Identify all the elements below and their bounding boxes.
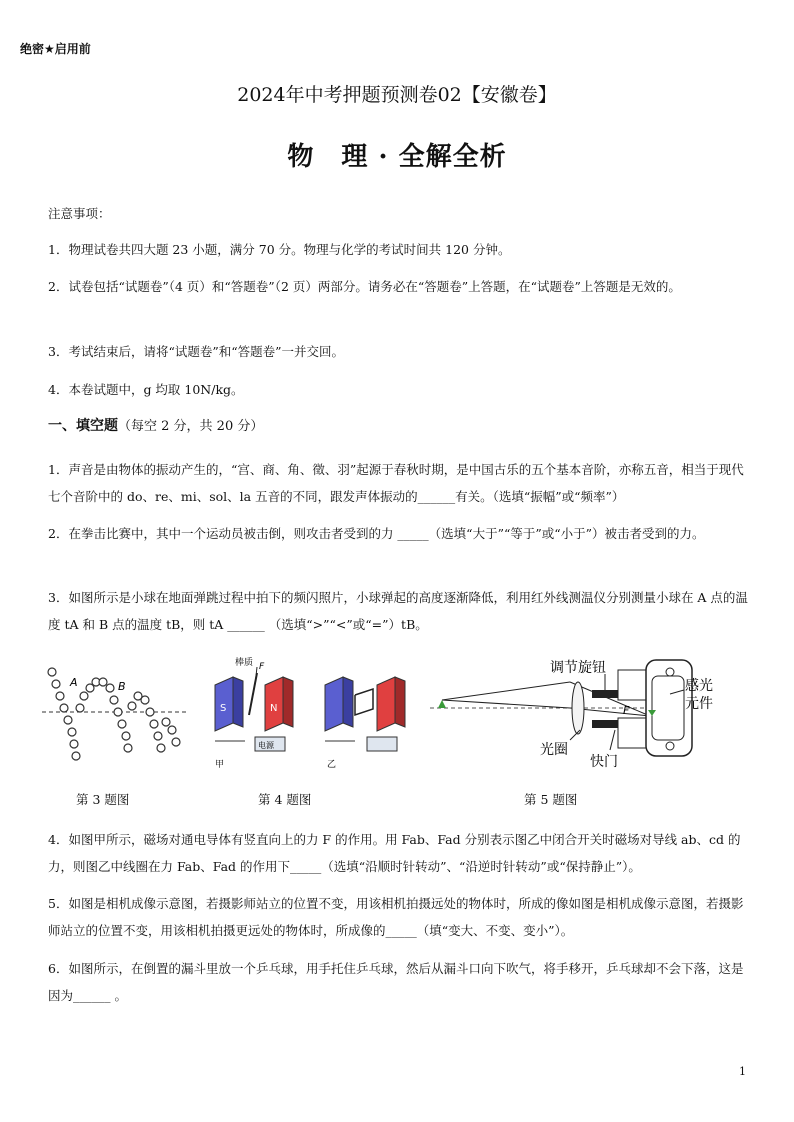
label-aperture: 光圈 [540,742,568,758]
label-s: S [220,703,227,714]
figure-3-bouncing-ball [40,660,190,770]
label-force: F [259,662,265,672]
label-n: N [270,703,278,714]
notice-item: 2．试卷包括“试题卷”（4 页）和“答题卷”（2 页）两部分。请务必在“答题卷”上答题，在“试题卷”上答题是无效的。 [48,279,681,294]
notice-heading: 注意事项： [48,206,111,221]
label-focus: F [623,704,630,717]
section-note: （每空 2 分，共 20 分） [118,419,264,434]
label-yi: 乙 [327,760,337,770]
label-a: A [70,676,78,689]
label-b: B [118,680,126,693]
question-2: 2．在拳击比赛中，其中一个运动员被击倒，则攻击者受到的力 _____（选填“大于”“等于”或“小于”）被击者受到的力。 [48,526,705,541]
figure-4-magnet-conductor [205,655,415,770]
ball-positions [48,668,180,760]
question-6: 6．如图所示，在倒置的漏斗里放一个乒乓球，用手托住乒乓球，然后从漏斗口向下吹气，将手移开，乒乓球却不会下落，这是因为______ 。 [48,961,744,1003]
figure-5-camera-diagram [430,650,750,775]
notice-item: 4．本卷试题中，g 均取 10N/kg。 [48,382,244,397]
label-sensor-1: 感光 [685,678,713,694]
secret-label: 绝密★启用前 [20,42,91,56]
page-number: 1 [739,1065,746,1078]
figure-4-jia [215,656,293,770]
label-shutter: 快门 [590,754,618,770]
question-1: 1．声音是由物体的振动产生的，“宫、商、角、徵、羽”起源于春秋时期，是中国古乐的五个基本音阶，亦称五音，相当于现代七个音阶中的 do、re、mi、sol、la 五音的不同，跟发声体振动的______有关。（选填“振幅”或“频率”） [48,462,744,504]
question-4: 4．如图甲所示，磁场对通电导体有竖直向上的力 F 的作用。用 Fab、Fad 分别表示图乙中闭合开关时磁场对导线 ab、cd 的力，则图乙中线圈在力 Fab、Fad 的作用下_____（选填“沿顺时针转动”、“沿逆时针转动”或“保持静止”）。 [48,832,741,874]
section-heading [48,415,263,435]
exam-subtitle: 物 理 · 全解全析 [287,142,507,172]
question-3: 3．如图所示是小球在地面弹跳过程中拍下的频闪照片，小球弹起的高度逐渐降低，利用红外线测温仪分别测量小球在 A 点的温度 tA 和 B 点的温度 tB，则 tA ______ （选填“>”“<”或“=”）tB。 [48,590,748,632]
exam-title: 2024年中考押题预测卷02【安徽卷】 [237,84,557,106]
label-sensor-2: 元件 [685,696,713,712]
figure-3-caption: 第 3 题图 [76,792,130,807]
label-knob: 调节旋钮 [550,660,606,676]
object-arrow [438,700,446,708]
battery-label: 电源 [258,741,274,750]
section-title: 一、填空题 [48,418,118,434]
label-top: 棒质 [235,658,254,668]
figure-5-caption: 第 5 题图 [524,792,578,807]
notice-item: 1．物理试卷共四大题 23 小题，满分 70 分。物理与化学的考试时间共 120 分钟。 [48,242,511,257]
question-5: 5．如图是相机成像示意图，若摄影师站立的位置不变，用该相机拍摄远处的物体时，所成的像如图是相机成像示意图，若摄影师站立的位置不变，用该相机拍摄更远处的物体时，所成像的_____（填“变大、不变、变小”）。 [48,896,744,938]
label-jia: 甲 [215,760,225,770]
figure-4-yi [325,677,405,770]
notice-item: 3．考试结束后，请将“试题卷”和“答题卷”一并交回。 [48,344,345,359]
figure-4-caption: 第 4 题图 [258,792,312,807]
